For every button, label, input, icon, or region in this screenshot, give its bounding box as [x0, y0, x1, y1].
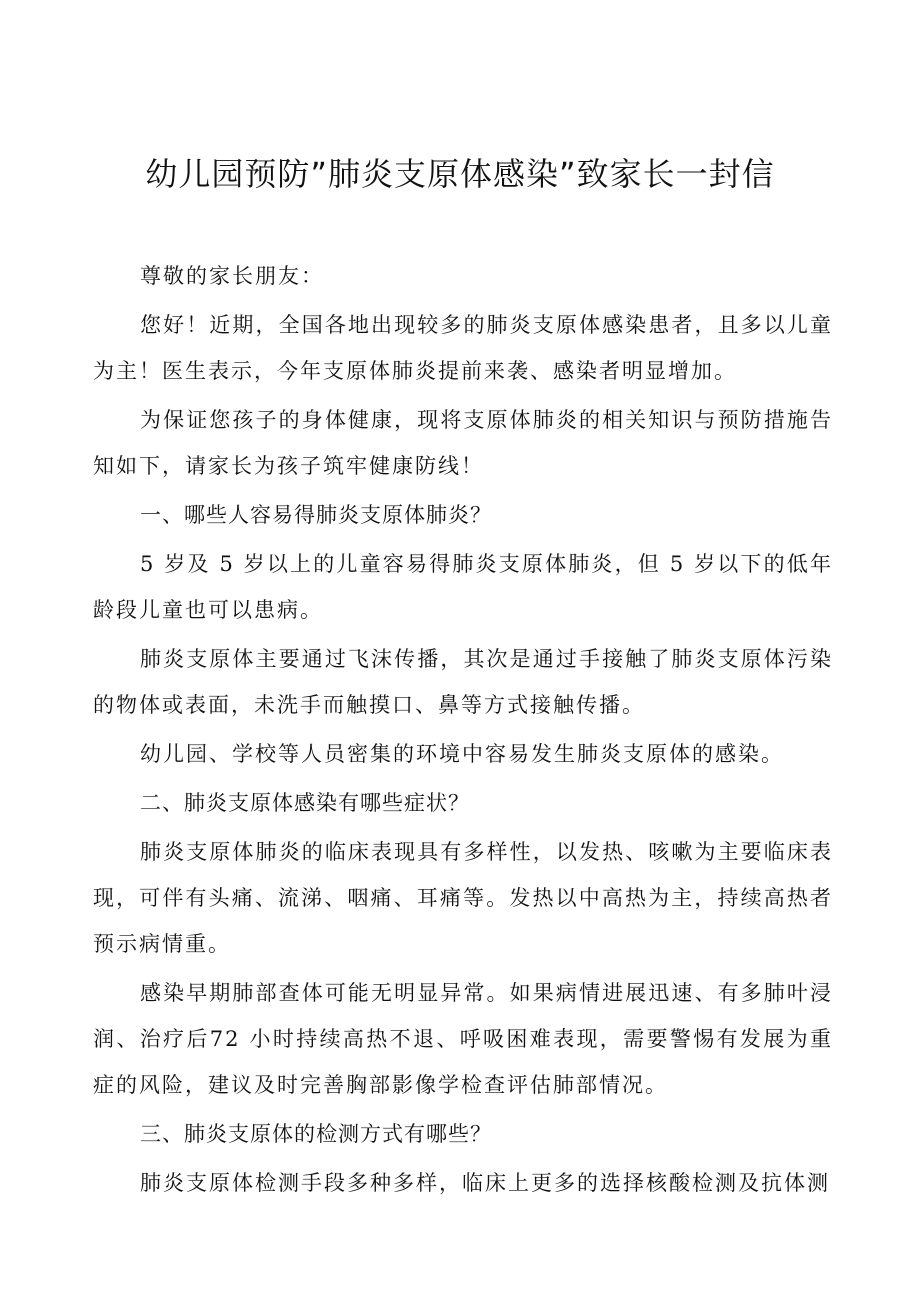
section-paragraph: 5 岁及 5 岁以上的儿童容易得肺炎支原体肺炎，但 5 岁以下的低年龄段儿童也可以患病。	[93, 552, 833, 622]
section-paragraph: 肺炎支原体肺炎的临床表现具有多样性，以发热、咳嗽为主要临床表现，可伴有头痛、流涕、咽痛、耳痛等。发热以中高热为主，持续高热者预示病情重。	[93, 840, 833, 956]
intro-paragraph: 您好！近期，全国各地出现较多的肺炎支原体感染患者，且多以儿童为主！医生表示，今年支原体肺炎提前来袭、感染者明显增加。	[93, 313, 833, 383]
letter-body	[93, 253, 833, 1209]
section-paragraph: 幼儿园、学校等人员密集的环境中容易发生肺炎支原体的感染。	[140, 742, 784, 766]
section-heading: 三、肺炎支原体的检测方式有哪些？	[140, 1122, 492, 1146]
section-paragraph: 肺炎支原体检测手段多种多样，临床上更多的选择核酸检测及抗体测	[140, 1171, 830, 1195]
section-paragraph: 肺炎支原体主要通过飞沫传播，其次是通过手接触了肺炎支原体污染的物体或表面，未洗手而触摸口、鼻等方式接触传播。	[93, 647, 833, 717]
section-heading: 一、哪些人容易得肺炎支原体肺炎？	[140, 503, 492, 527]
section-heading: 二、肺炎支原体感染有哪些症状？	[140, 791, 470, 815]
section-paragraph: 感染早期肺部查体可能无明显异常。如果病情进展迅速、有多肺叶浸润、治疗后72 小时持续高热不退、呼吸困难表现，需要警惕有发展为重症的风险，建议及时完善胸部影像学检查评估肺部情况。	[93, 981, 833, 1097]
salutation: 尊敬的家长朋友：	[140, 264, 324, 288]
document-title: 幼儿园预防”肺炎支原体感染”致家长一封信	[145, 155, 775, 193]
intro-paragraph: 为保证您孩子的身体健康，现将支原体肺炎的相关知识与预防措施告知如下，请家长为孩子筑牢健康防线！	[93, 408, 833, 478]
